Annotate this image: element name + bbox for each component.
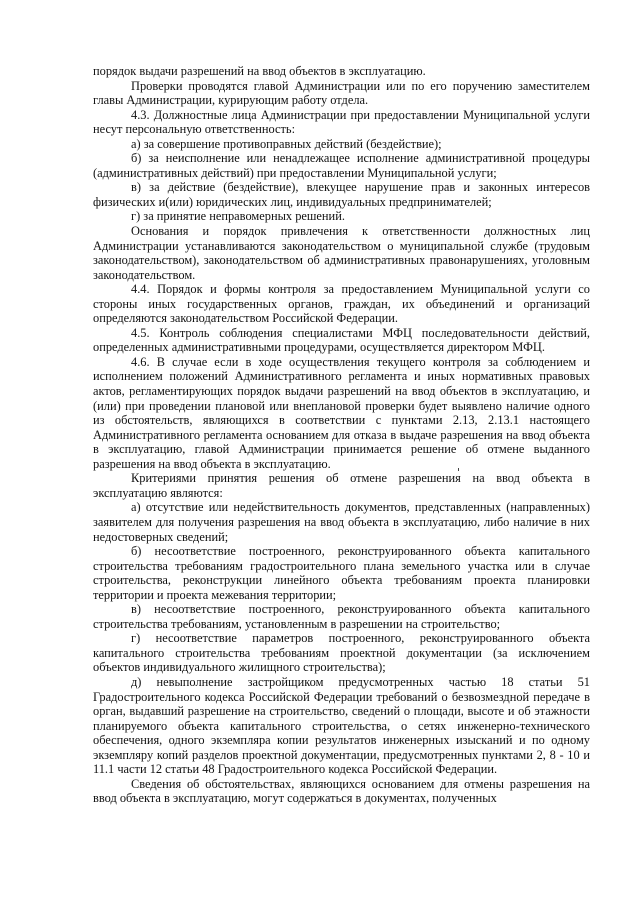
- list-item: а) за совершение противоправных действий (бездействие);: [131, 136, 442, 151]
- section-4-3-paragraph: 4.3. Должностные лица Администрации при предоставлении Муниципальной услуги несут персональную ответственность:: [93, 107, 590, 137]
- list-item: б) несоответствие построенного, реконструированного объекта капитального строительства требованиям градостроительного плана земельного участка или в случае строительства, реконструкции линейного объекта требованиям проекта планировки территории и проекта межевания территории;: [93, 544, 590, 602]
- list-item: а) отсутствие или недействительность документов, представленных (направленных) заявителем для получения разрешения на ввод объекта в эксплуатацию, либо наличие в них недостоверных сведений;: [93, 500, 590, 544]
- section-4-6-paragraph: 4.6. В случае если в ходе осуществления текущего контроля за соблюдением и исполнением положений Административного регламента и иных нормативных правовых актов, регламентирующих порядок выдачи разрешений на ввод объектов в эксплуатацию, и (или) при проведении плановой или внеплановой проверки будет выявлено наличие одного из обстоятельств, являющихся в соответствии с пунктами 2.13, 2.13.1 настоящего Административного регламента основанием для отказа в выдаче разрешения на ввод объекта в эксплуатацию, главой Администрации принимается решение об отмене выданного разрешения на ввод объекта в эксплуатацию.: [93, 354, 590, 471]
- paragraph: Основания и порядок привлечения к ответственности должностных лиц Администрации устанавливаются законодательством о муниципальной службе (трудовым законодательством), законодательством об административных правонарушениях, уголовным законодательством.: [93, 224, 590, 282]
- scan-speck: [458, 468, 459, 471]
- paragraph: Сведения об обстоятельствах, являющихся основанием для отмены разрешения на ввод объекта в эксплуатацию, могут содержаться в документах, полученных: [93, 776, 590, 806]
- list-item: г) за принятие неправомерных решений.: [131, 209, 345, 224]
- section-4-4-paragraph: 4.4. Порядок и формы контроля за предоставлением Муниципальной услуги со стороны иных государственных органов, граждан, их объединений и организаций определяются законодательством Российской Федерации.: [93, 282, 590, 326]
- list-item: в) за действие (бездействие), влекущее нарушение прав и законных интересов физических и(или) юридических лиц, индивидуальных предпринимателей;: [93, 180, 590, 209]
- list-item: б) за неисполнение или ненадлежащее исполнение административной процедуры (административных действий) при предоставлении Муниципальной услуги;: [93, 151, 590, 180]
- paragraph: Проверки проводятся главой Администрации или по его поручению заместителем главы Администрации, курирующим работу отдела.: [93, 78, 590, 108]
- section-4-5-paragraph: 4.5. Контроль соблюдения специалистами МФЦ последовательности действий, определенных административными процедурами, осуществляется директором МФЦ.: [93, 325, 590, 355]
- paragraph: порядок выдачи разрешений на ввод объектов в эксплуатацию.: [93, 64, 426, 78]
- list-item: г) несоответствие параметров построенного, реконструированного объекта капитального строительства требованиям проектной документации (за исключением объектов индивидуального жилищного строительства);: [93, 631, 590, 675]
- paragraph: Критериями принятия решения об отмене разрешения на ввод объекта в эксплуатацию являются:: [93, 471, 590, 500]
- list-item: д) невыполнение застройщиком предусмотренных частью 18 статьи 51 Градостроительного кодекса Российской Федерации требований о безвозмездной передаче в орган, выдавший разрешение на строительство, сведений о площади, высоте и об этажности планируемого объекта капитального строительства, о сетях инженерно-технического обеспечения, одного экземпляра копии результатов инженерных изысканий и по одному экземпляру копий разделов проектной документации, предусмотренных пунктами 2, 8 - 10 и 11.1 части 12 статьи 48 Градостроительного кодекса Российской Федерации.: [93, 674, 590, 777]
- list-item: в) несоответствие построенного, реконструированного объекта капитального строительства требованиям, установленным в разрешении на строительство;: [93, 602, 590, 631]
- document-body: [93, 64, 590, 806]
